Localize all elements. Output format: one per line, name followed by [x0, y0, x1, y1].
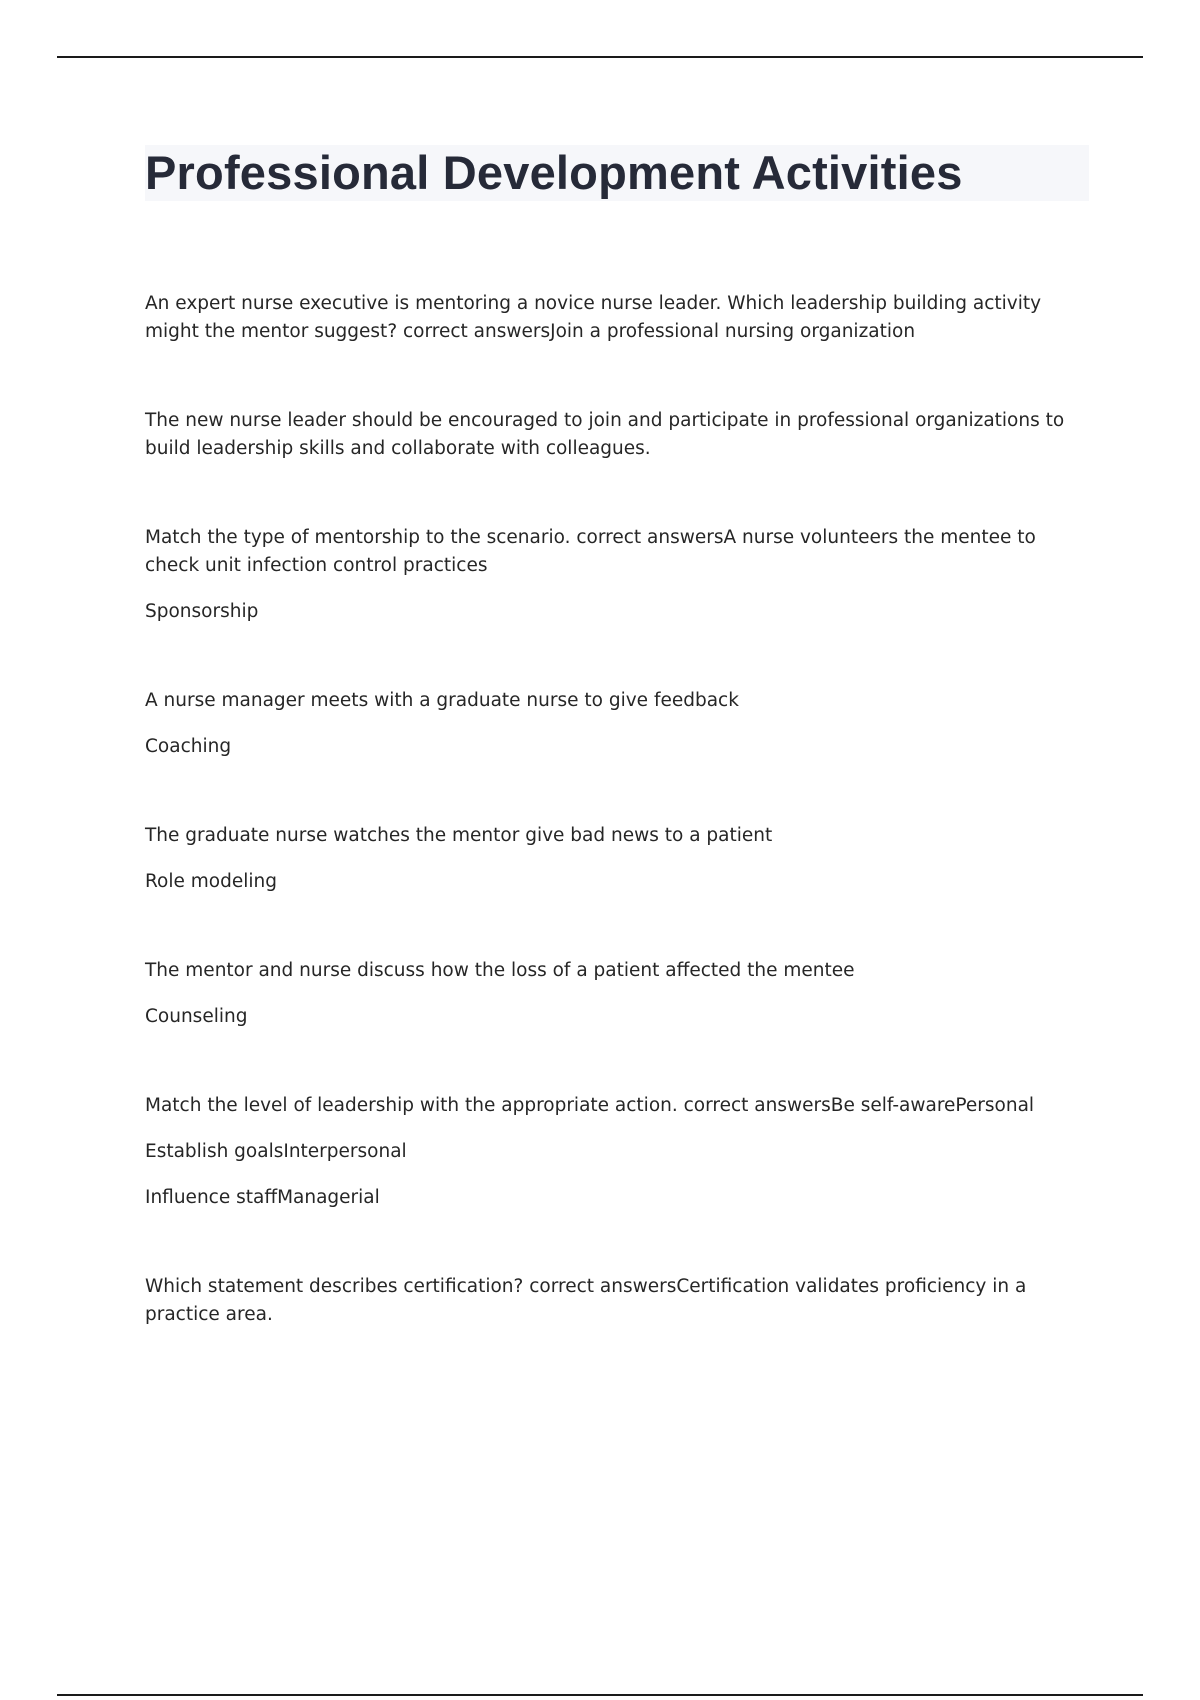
- document-body: [145, 290, 1090, 1329]
- scenario-paragraph: A nurse manager meets with a graduate nurse to give feedback: [145, 690, 739, 711]
- answer-paragraph: Coaching: [145, 736, 232, 757]
- answer-paragraph: Role modeling: [145, 871, 277, 892]
- scenario-paragraph: The graduate nurse watches the mentor give bad news to a patient: [145, 825, 773, 846]
- answer-paragraph: Influence staffManagerial: [145, 1187, 380, 1208]
- top-rule: [57, 56, 1143, 58]
- question-paragraph: An expert nurse executive is mentoring a novice nurse leader. Which leadership building activity might the mentor suggest? correct answersJoin a professional nursing organization: [145, 293, 1042, 342]
- question-paragraph: Match the level of leadership with the appropriate action. correct answersBe self-awarePersonal: [145, 1095, 1035, 1116]
- answer-paragraph: Counseling: [145, 1006, 248, 1027]
- answer-paragraph: Establish goalsInterpersonal: [145, 1141, 407, 1162]
- scenario-paragraph: The mentor and nurse discuss how the loss of a patient affected the mentee: [145, 960, 855, 981]
- answer-paragraph: Sponsorship: [145, 601, 259, 622]
- question-paragraph: Match the type of mentorship to the scenario. correct answersA nurse volunteers the mentee to check unit infection control practices: [145, 527, 1036, 576]
- bottom-rule: [57, 1694, 1143, 1696]
- page-title: Professional Development Activities: [145, 146, 963, 199]
- rationale-paragraph: The new nurse leader should be encouraged to join and participate in professional organizations to build leadership skills and collaborate with colleagues.: [145, 410, 1065, 459]
- question-paragraph: Which statement describes certification? correct answersCertification validates proficiency in a practice area.: [145, 1276, 1027, 1325]
